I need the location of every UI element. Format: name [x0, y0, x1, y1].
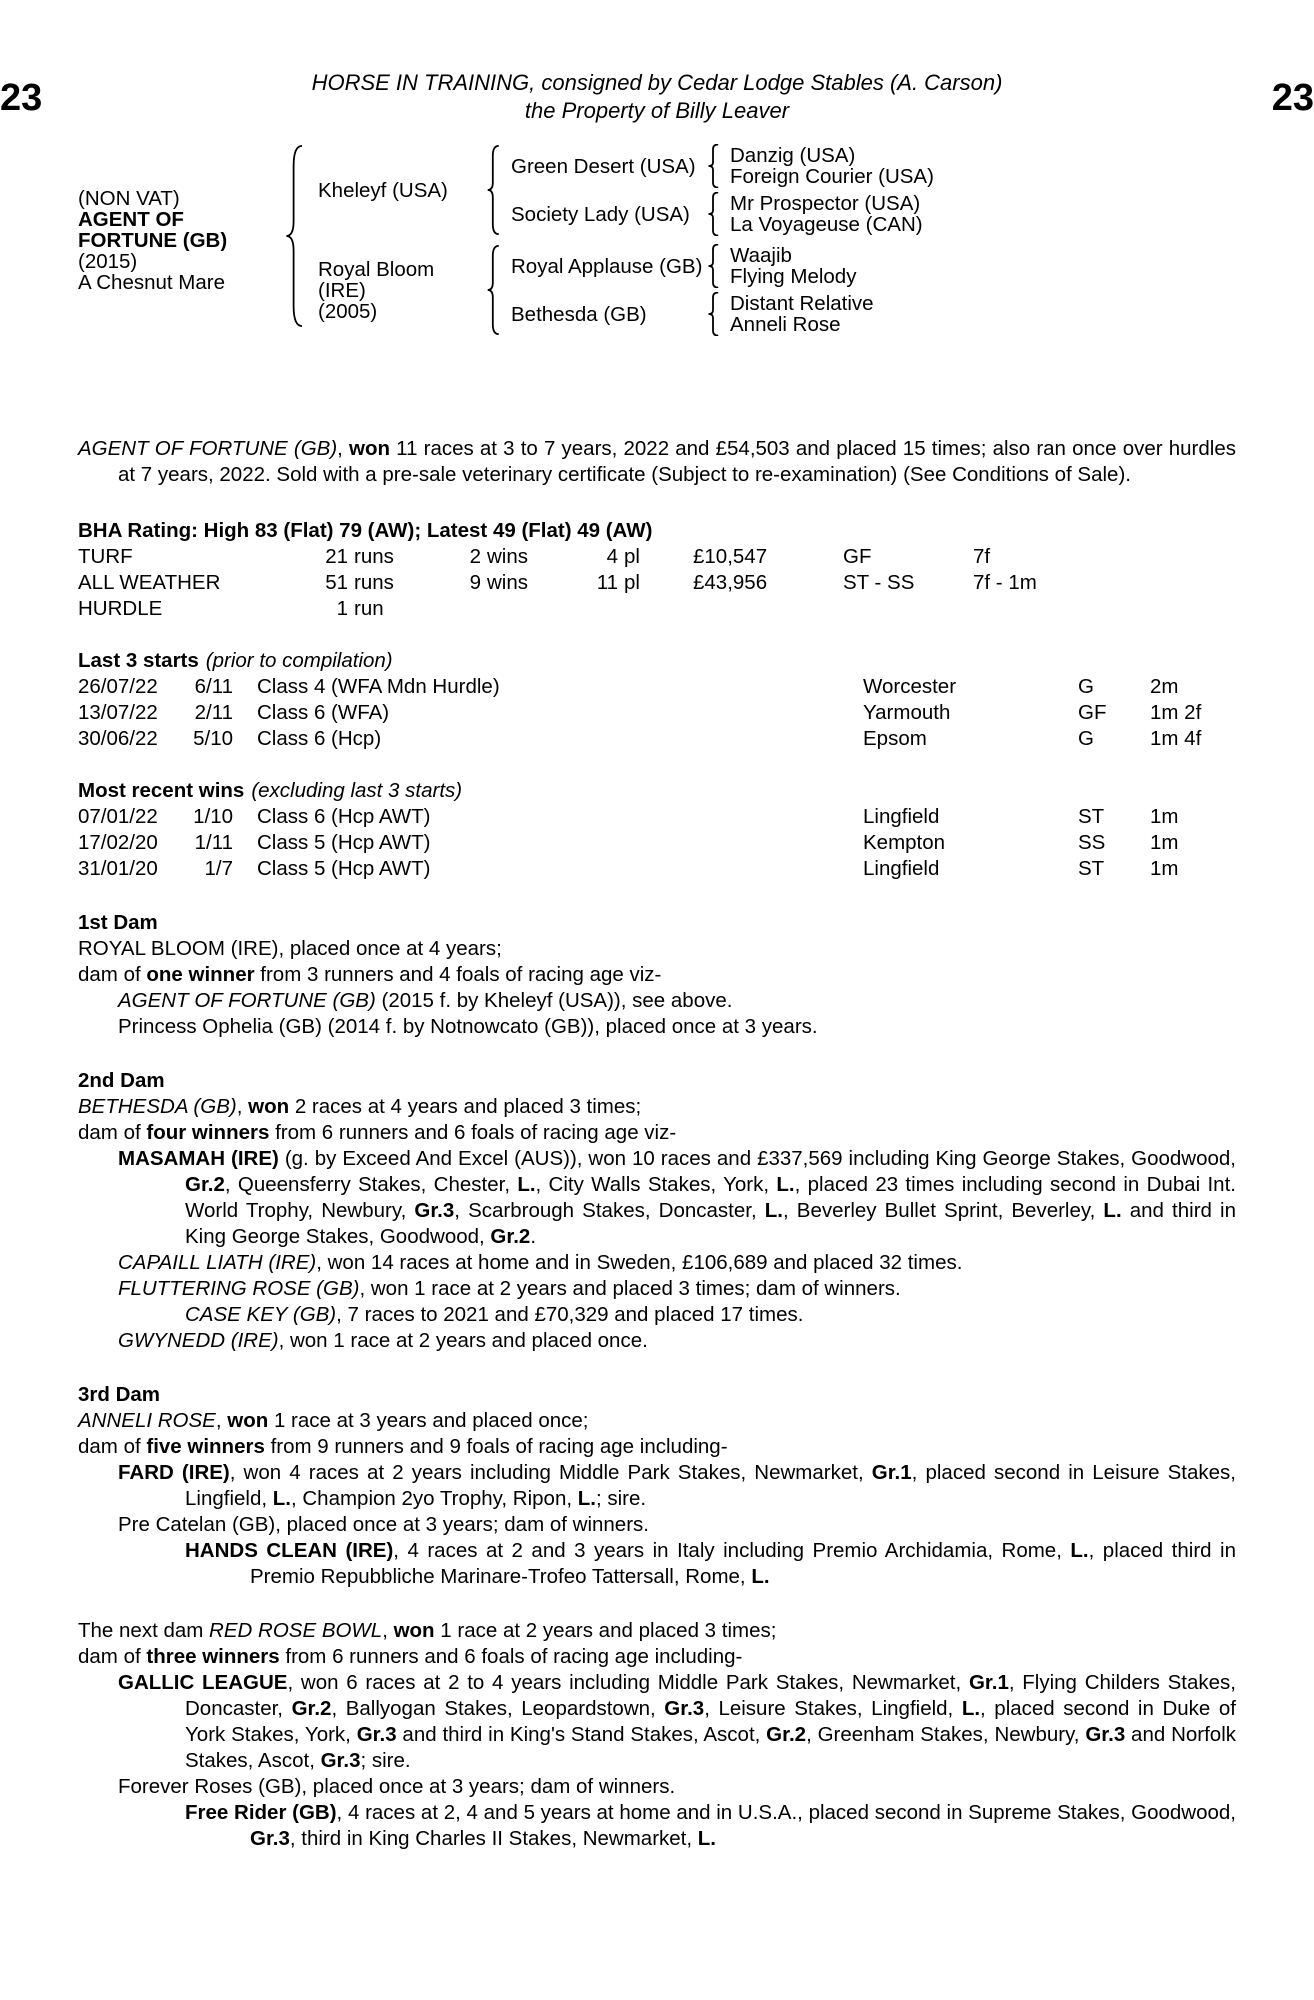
pedigree-paragraph	[78, 962, 1236, 988]
text-run: , won 14 races at home and in Sweden, £106,689 and placed 32 times.	[316, 1251, 963, 1274]
text-run: ; sire.	[595, 1487, 647, 1510]
pedigree-brace	[707, 144, 722, 188]
table-row	[78, 570, 1236, 596]
text-run: dam of	[78, 1645, 147, 1668]
text-run: from 9 runners and 9 foals of racing age including-	[264, 1435, 728, 1458]
text-run: GALLIC LEAGUE	[118, 1671, 288, 1694]
pedigree-paragraph	[78, 1434, 1236, 1460]
consignor-title: HORSE IN TRAINING, consigned by Cedar Lodge Stables (A. Carson)	[311, 70, 1003, 95]
pedigree-brace	[486, 145, 503, 235]
table-cell: 1	[336, 597, 348, 620]
table-cell: Lingfield	[863, 857, 940, 880]
great-granddam: Flying Melody	[730, 265, 857, 288]
table-cell: £43,956	[693, 571, 768, 594]
dam-dam-unit	[511, 292, 1236, 336]
recent-wins-block	[78, 778, 1236, 882]
great-grandsire: Distant Relative	[730, 292, 874, 315]
text-run: ,	[337, 437, 350, 460]
text-run: AGENT OF FORTUNE (GB)	[78, 437, 338, 460]
text-run: MASAMAH (IRE)	[118, 1147, 279, 1170]
bha-stats-table	[78, 544, 1236, 622]
table-cell: GF	[843, 545, 872, 568]
text-run: dam of	[78, 963, 147, 986]
text-run: L.	[272, 1487, 291, 1510]
pedigree-subject	[78, 144, 284, 336]
pedigree-paragraph	[78, 1670, 1236, 1774]
table-cell: runs	[354, 545, 394, 568]
text-run: Gr.1	[871, 1461, 912, 1484]
table-cell: wins	[487, 571, 529, 594]
text-run: L.	[1103, 1199, 1122, 1222]
text-run: won	[248, 1095, 290, 1118]
pedigree-paragraph	[78, 1328, 1236, 1354]
dam-branch	[318, 244, 1236, 336]
table-cell: Class 4 (WFA Mdn Hurdle)	[257, 675, 500, 698]
pedigree-paragraph	[78, 1512, 1236, 1538]
text-run: Gr.2	[766, 1723, 807, 1746]
sire-branch	[318, 144, 1236, 236]
text-run: ,	[215, 1409, 228, 1432]
text-run: won	[227, 1409, 269, 1432]
text-run: won	[349, 437, 391, 460]
last-starts-heading: Last 3 starts (prior to compilation)	[78, 649, 393, 672]
great-granddam: Anneli Rose	[730, 313, 841, 336]
table-cell: Class 6 (WFA)	[257, 701, 390, 724]
table-cell: Kempton	[863, 831, 946, 854]
table-cell: 9	[469, 571, 481, 594]
dam-section-3	[78, 1382, 1236, 1590]
text-run: FLUTTERING ROSE (GB)	[118, 1277, 360, 1300]
dam-year: (2005)	[318, 299, 378, 323]
table-cell: 26/07/22	[78, 675, 158, 698]
text-run: ROYAL BLOOM (IRE), placed once at 4 years;	[78, 937, 502, 960]
text-run: Gr.2	[291, 1697, 332, 1720]
pedigree-brace	[284, 144, 308, 328]
non-vat-label: (NON VAT)	[78, 186, 180, 210]
subject-colour-sex: A Chesnut Mare	[78, 270, 225, 294]
text-run: , Flying Childers Stakes, Doncaster,	[185, 1671, 1236, 1720]
lot-number-left: 23	[0, 77, 43, 119]
table-cell: Class 5 (Hcp AWT)	[257, 857, 431, 880]
table-row	[78, 674, 1236, 700]
table-row	[78, 544, 1236, 570]
text-run: , 4 races at 2 and 3 years in Italy including Premio Archidamia, Rome,	[393, 1539, 1071, 1562]
property-line: the Property of Billy Leaver	[524, 98, 790, 123]
table-cell: 1/11	[194, 831, 233, 854]
table-row	[78, 700, 1236, 726]
text-run: L.	[751, 1565, 770, 1588]
table-cell: G	[1078, 727, 1094, 750]
text-run: ; sire.	[360, 1749, 411, 1772]
sire-sire-unit	[511, 144, 1236, 188]
text-run: Gr.3	[250, 1827, 290, 1850]
table-cell: 5/10	[193, 727, 233, 750]
table-cell: £10,547	[693, 545, 768, 568]
text-run: Forever Roses (GB), placed once at 3 years; dam of winners.	[118, 1775, 676, 1798]
text-run: Free Rider (GB)	[185, 1801, 337, 1824]
text-run: BETHESDA (GB)	[78, 1095, 237, 1118]
bha-rating-block	[78, 518, 1236, 622]
text-run: , 4 races at 2, 4 and 5 years at home and in U.S.A., placed second in Supreme Stakes, Goodwood,	[336, 1801, 1237, 1824]
table-cell: Class 6 (Hcp AWT)	[257, 805, 431, 828]
table-cell: 1m	[1150, 805, 1179, 828]
text-run: , placed third in Premio Repubbliche Marinare-Trofeo Tattersall, Rome,	[250, 1539, 1236, 1588]
great-granddam: Foreign Courier (USA)	[730, 165, 934, 188]
text-run: , Leisure Stakes, Lingfield,	[704, 1697, 962, 1720]
recent-wins-heading: Most recent wins (excluding last 3 starts)	[78, 779, 463, 802]
text-run: ,	[382, 1619, 394, 1642]
table-cell: 1m 2f	[1150, 701, 1202, 724]
text-run: , won 1 race at 2 years and placed 3 times; dam of winners.	[359, 1277, 901, 1300]
pedigree-paragraph	[78, 1250, 1236, 1276]
pedigree-paragraph	[78, 1014, 1236, 1040]
text-run: 1 race at 2 years and placed 3 times;	[434, 1619, 777, 1642]
lot-number-right: 23	[1271, 77, 1314, 119]
table-cell: Class 5 (Hcp AWT)	[257, 831, 431, 854]
table-row	[78, 596, 1236, 622]
pedigree-table	[78, 144, 1236, 336]
text-run: , Ballyogan Stakes, Leopardstown,	[331, 1697, 665, 1720]
text-run: one winner	[146, 963, 255, 986]
text-run: Gr.3	[356, 1723, 397, 1746]
dam-section-heading: 1st Dam	[78, 911, 158, 934]
text-run: , City Walls Stakes, York,	[535, 1173, 777, 1196]
text-run: , Queensferry Stakes, Chester,	[224, 1173, 518, 1196]
pedigree-brace	[707, 244, 722, 288]
text-run: , placed 23 times including second in Dubai Int. World Trophy, Newbury,	[185, 1173, 1236, 1222]
table-cell: HURDLE	[78, 597, 163, 620]
pedigree-paragraph	[78, 1408, 1236, 1434]
pedigree-paragraph	[78, 1276, 1236, 1302]
text-run: .	[530, 1225, 537, 1248]
pedigree-paragraph	[78, 1800, 1236, 1852]
text-run: Pre Catelan (GB), placed once at 3 years; dam of winners.	[118, 1513, 649, 1536]
table-cell: Yarmouth	[863, 701, 951, 724]
table-cell: pl	[624, 545, 640, 568]
text-run: , Champion 2yo Trophy, Ripon,	[290, 1487, 578, 1510]
text-run: Gr.2	[490, 1225, 531, 1248]
table-row	[78, 804, 1236, 830]
table-cell: 13/07/22	[78, 701, 158, 724]
great-granddam: La Voyageuse (CAN)	[730, 213, 923, 236]
table-cell: 21	[325, 545, 348, 568]
table-cell: 1m	[1150, 857, 1179, 880]
text-run: dam of	[78, 1121, 147, 1144]
text-run: FARD (IRE)	[118, 1461, 230, 1484]
pedigree-paragraph	[78, 988, 1236, 1014]
pedigree-paragraph	[78, 1302, 1236, 1328]
text-run: five winners	[146, 1435, 265, 1458]
pedigree-paragraph	[78, 1094, 1236, 1120]
text-run: CAPAILL LIATH (IRE)	[118, 1251, 317, 1274]
family-sections	[78, 910, 1236, 1852]
table-cell: 2	[469, 545, 481, 568]
table-cell: ST - SS	[843, 571, 915, 594]
dam-section-heading: 2nd Dam	[78, 1069, 165, 1092]
sire-dam-name: Society Lady (USA)	[511, 202, 690, 226]
text-run: L.	[961, 1697, 981, 1720]
table-cell: 6/11	[194, 675, 233, 698]
pedigree-paragraph	[78, 1644, 1236, 1670]
table-cell: TURF	[78, 545, 133, 568]
table-cell: 31/01/20	[78, 857, 158, 880]
dam-name: Royal Bloom (IRE) (2005)	[318, 259, 486, 322]
table-row	[78, 830, 1236, 856]
table-cell: 1m	[1150, 831, 1179, 854]
race-record-paragraph	[78, 436, 1236, 488]
table-cell: 51	[325, 571, 348, 594]
recent-wins-table	[78, 804, 1236, 882]
table-cell: wins	[487, 545, 529, 568]
text-run: AGENT OF FORTUNE (GB)	[118, 989, 376, 1012]
dam-section-1	[78, 910, 1236, 1040]
pedigree-generations	[318, 144, 1236, 336]
table-cell: 7f	[973, 545, 991, 568]
text-run: ,	[236, 1095, 249, 1118]
great-grandsire: Mr Prospector (USA)	[730, 192, 921, 215]
table-cell: pl	[624, 571, 640, 594]
table-cell: runs	[354, 571, 394, 594]
dam-section-2	[78, 1068, 1236, 1354]
text-run: four winners	[146, 1121, 270, 1144]
subject-name-line2: FORTUNE (GB)	[78, 228, 228, 252]
text-run: , placed second in Leisure Stakes, Lingfield,	[185, 1461, 1236, 1510]
text-run: , won 6 races at 2 to 4 years including Middle Park Stakes, Newmarket,	[287, 1671, 969, 1694]
pedigree-paragraph	[78, 936, 1236, 962]
text-run: HANDS CLEAN (IRE)	[185, 1539, 394, 1562]
text-run: ANNELI ROSE	[78, 1409, 216, 1432]
text-run: L.	[697, 1827, 716, 1850]
table-cell: Epsom	[863, 727, 927, 750]
pedigree-paragraph	[78, 1120, 1236, 1146]
text-run: , won 1 race at 2 years and placed once.	[278, 1329, 648, 1352]
pedigree-paragraph	[78, 1460, 1236, 1512]
table-cell: 17/02/20	[78, 831, 158, 854]
table-cell: 30/06/22	[78, 727, 158, 750]
subject-year: (2015)	[78, 249, 138, 273]
table-cell: 1m 4f	[1150, 727, 1202, 750]
last-starts-block	[78, 648, 1236, 752]
sire-name: Kheleyf (USA)	[318, 178, 448, 202]
text-run: 2 races at 4 years and placed 3 times;	[289, 1095, 642, 1118]
sire-sire-name: Green Desert (USA)	[511, 154, 696, 178]
text-run: GWYNEDD (IRE)	[118, 1329, 279, 1352]
table-cell: G	[1078, 675, 1094, 698]
next-dam-section	[78, 1618, 1236, 1852]
table-cell: run	[354, 597, 384, 620]
text-run: and third in King's Stand Stakes, Ascot,	[396, 1723, 767, 1746]
text-run: and third in King George Stakes, Goodwood,	[185, 1199, 1236, 1248]
text-run: (g. by Exceed And Excel (AUS)), won 10 races and £337,569 including King George Stakes, Goodwood,	[278, 1147, 1236, 1170]
table-cell: ST	[1078, 857, 1105, 880]
dam-sire-unit	[511, 244, 1236, 288]
table-cell: ST	[1078, 805, 1105, 828]
text-run: dam of	[78, 1435, 147, 1458]
table-cell: Lingfield	[863, 805, 940, 828]
text-run: , 7 races to 2021 and £70,329 and placed 17 times.	[336, 1303, 804, 1326]
text-run: L.	[776, 1173, 795, 1196]
table-cell: 2m	[1150, 675, 1179, 698]
text-run: RED ROSE BOWL	[209, 1619, 383, 1642]
dam-section-heading: 3rd Dam	[78, 1383, 161, 1406]
text-run: and Norfolk Stakes, Ascot,	[185, 1723, 1236, 1772]
table-cell: 07/01/22	[78, 805, 158, 828]
table-cell: 1/10	[193, 805, 233, 828]
pedigree-paragraph	[78, 1146, 1236, 1250]
text-run: Princess Ophelia (GB) (2014 f. by Notnowcato (GB)), placed once at 3 years.	[118, 1015, 818, 1038]
text-run: , Beverley Bullet Sprint, Beverley,	[782, 1199, 1104, 1222]
table-cell: Worcester	[863, 675, 957, 698]
text-run: , placed second in Duke of York Stakes, York,	[185, 1697, 1236, 1746]
text-run: , won 4 races at 2 years including Middle Park Stakes, Newmarket,	[229, 1461, 872, 1484]
text-run: Gr.2	[185, 1173, 225, 1196]
text-run: from 6 runners and 6 foals of racing age including-	[279, 1645, 743, 1668]
table-cell: GF	[1078, 701, 1107, 724]
text-run: Gr.3	[320, 1749, 361, 1772]
text-run: , third in King Charles II Stakes, Newmarket,	[289, 1827, 698, 1850]
text-run: CASE KEY (GB)	[185, 1303, 337, 1326]
text-run: Gr.3	[414, 1199, 455, 1222]
table-cell: 4	[606, 545, 618, 568]
last-starts-table	[78, 674, 1236, 752]
table-cell: Class 6 (Hcp)	[257, 727, 382, 750]
sire-dam-unit	[511, 192, 1236, 236]
text-run: L.	[764, 1199, 783, 1222]
pedigree-paragraph	[78, 1538, 1236, 1590]
table-cell: 2/11	[194, 701, 233, 724]
text-run: from 6 runners and 6 foals of racing age viz-	[269, 1121, 677, 1144]
dam-sire-name: Royal Applause (GB)	[511, 254, 703, 278]
subject-name-line1: AGENT OF	[78, 207, 184, 231]
text-run: three winners	[146, 1645, 280, 1668]
table-cell: SS	[1078, 831, 1106, 854]
dam-dam-name: Bethesda (GB)	[511, 302, 647, 326]
text-run: 11 races at 3 to 7 years, 2022 and £54,503 and placed 15 times; also ran once over hurdles at 7 years, 2022. Sold with a pre-sale veterinary certificate (Subject to re-examination) (See Conditions of Sale).	[118, 437, 1236, 486]
text-run: from 3 runners and 4 foals of racing age viz-	[254, 963, 662, 986]
text-run: 1 race at 3 years and placed once;	[268, 1409, 589, 1432]
page-header	[0, 0, 1314, 126]
text-run: , Greenham Stakes, Newbury,	[806, 1723, 1086, 1746]
text-run: L.	[517, 1173, 536, 1196]
table-cell: 11	[596, 571, 618, 594]
pedigree-brace	[486, 245, 503, 335]
table-cell: 1/7	[204, 857, 233, 880]
table-cell: 7f - 1m	[973, 571, 1037, 594]
pedigree-brace	[707, 192, 722, 236]
table-row	[78, 726, 1236, 752]
text-run: L.	[577, 1487, 596, 1510]
pedigree-paragraph	[78, 1774, 1236, 1800]
text-run: Gr.1	[968, 1671, 1009, 1694]
great-grandsire: Waajib	[730, 244, 792, 267]
text-run: Gr.3	[1085, 1723, 1126, 1746]
pedigree-brace	[707, 292, 722, 336]
pedigree-paragraph	[78, 1618, 1236, 1644]
text-run: , Scarbrough Stakes, Doncaster,	[454, 1199, 765, 1222]
great-grandsire: Danzig (USA)	[730, 144, 856, 167]
table-cell: ALL WEATHER	[78, 571, 221, 594]
text-run: L.	[1070, 1539, 1089, 1562]
bha-rating-heading: BHA Rating: High 83 (Flat) 79 (AW); Latest 49 (Flat) 49 (AW)	[78, 519, 653, 542]
text-run: won	[393, 1619, 435, 1642]
text-run: (2015 f. by Kheleyf (USA)), see above.	[375, 989, 733, 1012]
text-run: Gr.3	[664, 1697, 705, 1720]
text-run: The next dam	[78, 1619, 210, 1642]
table-row	[78, 856, 1236, 882]
